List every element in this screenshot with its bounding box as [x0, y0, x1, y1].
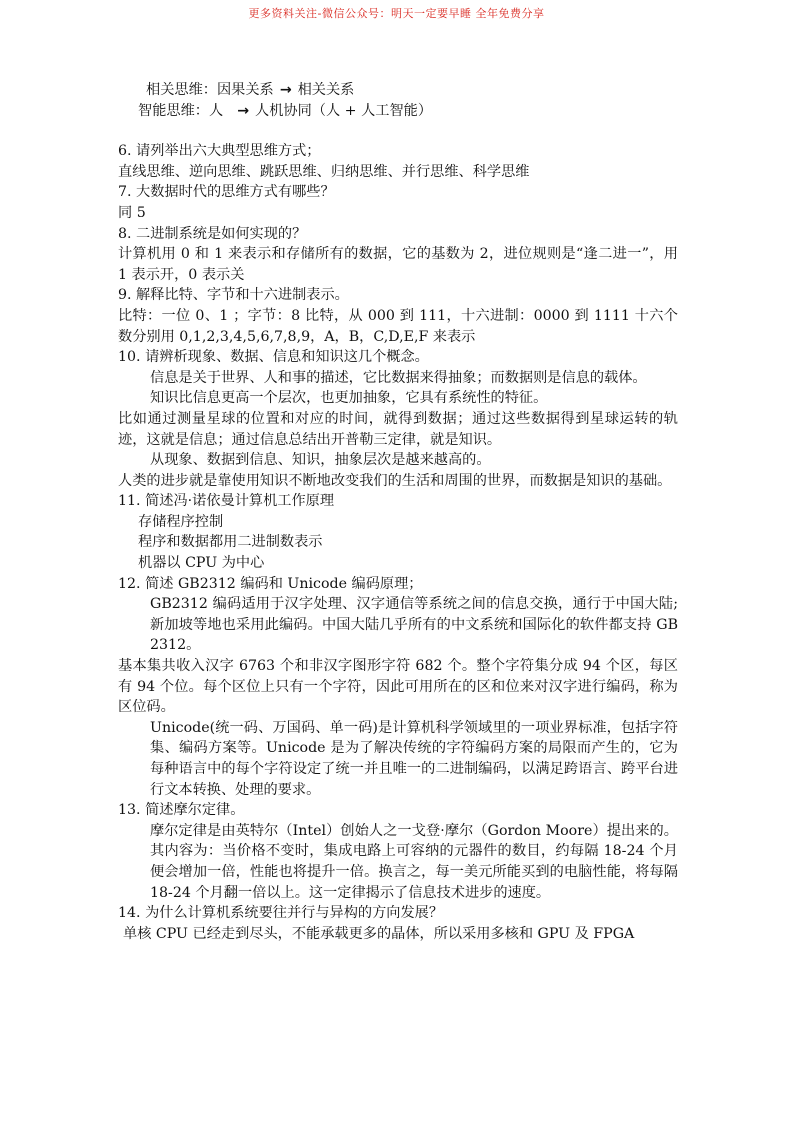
document-body	[118, 80, 678, 944]
answer-11-item-2: 程序和数据都用二进制数表示	[138, 534, 323, 551]
arrow-icon: →	[279, 82, 292, 98]
answer-12-para-2: 基本集共收入汉字 6763 个和非汉字图形字符 682 个。整个字符集分成 94 个区，每区有 94 个位。每个区位上只有一个字符，因此可用所在的区和位来对汉字进行编码，称为区位码。	[118, 658, 678, 716]
answer-10-para-2: 知识比信息更高一个层次，也更加抽象，它具有系统性的特征。	[150, 390, 548, 407]
answer-12-para-3: Unicode(统一码、万国码、单一码)是计算机科学领域里的一项业界标准，包括字符集、编码方案等。Unicode 是为了解决传统的字符编码方案的局限而产生的，它为每种语言中的每个字符设定了统一并且唯一的二进制编码，以满足跨语言、跨平台进行文本转换、处理的要求。	[150, 719, 678, 798]
answer-10-para-1: 信息是关于世界、人和事的描述，它比数据来得抽象；而数据则是信息的载体。	[150, 369, 647, 386]
answer-7: 同 5	[118, 204, 146, 221]
question-9: 9. 解释比特、字节和十六进制表示。	[118, 287, 349, 304]
question-7: 7. 大数据时代的思维方式有哪些？	[118, 184, 335, 201]
answer-11-item-1: 存储程序控制	[138, 513, 224, 530]
answer-10-para-4: 从现象、数据到信息、知识，抽象层次是越来越高的。	[150, 452, 491, 469]
answer-12-para-1: GB2312 编码适用于汉字处理、汉字通信等系统之间的信息交换，通行于中国大陆;新加坡等地也采用此编码。中国大陆几乎所有的中文系统和国际化的软件都支持 GB 2312。	[150, 596, 678, 654]
question-12: 12. 简述 GB2312 编码和 Unicode 编码原理；	[118, 575, 423, 592]
line-intelligent-thinking: 智能思维：人 → 人机协同（人 + 人工智能）	[118, 101, 678, 122]
arrow-icon: →	[237, 102, 250, 119]
answer-10-para-3: 比如通过测量星球的位置和对应的时间，就得到数据；通过这些数据得到星球运转的轨迹，这就是信息；通过信息总结出开普勒三定律，就是知识。	[118, 410, 678, 448]
page-header-banner: 更多资料关注-微信公众号：明天一定要早睡 全年免费分享	[248, 7, 545, 20]
answer-6: 直线思维、逆向思维、跳跃思维、归纳思维、并行思维、科学思维	[118, 163, 530, 180]
answer-13: 摩尔定律是由英特尔（Intel）创始人之一戈登·摩尔（Gordon Moore）提出来的。其内容为：当价格不变时，集成电路上可容纳的元器件的数目，约每隔 18-24 个月便会增加一倍，性能也将提升一倍。换言之，每一美元所能买到的电脑性能，将每隔 18-24 个月翻一倍以上。这一定律揭示了信息技术进步的速度。	[150, 822, 678, 901]
question-10: 10. 请辨析现象、数据、信息和知识这几个概念。	[118, 349, 429, 366]
question-8: 8. 二进制系统是如何实现的？	[118, 225, 307, 242]
answer-14: 单核 CPU 已经走到尽头，不能承载更多的晶体，所以采用多核和 GPU 及 FPGA	[123, 925, 635, 942]
question-13: 13. 简述摩尔定律。	[118, 802, 245, 819]
line-correlation-thinking: 相关思维：因果关系 → 相关关系	[118, 80, 678, 101]
answer-9: 比特：一位 0、1 ；字节：8 比特，从 000 到 111，十六进制：0000 到 1111 十六个数分别用 0,1,2,3,4,5,6,7,8,9，A，B，C,D,E,F 来表示	[118, 307, 678, 345]
question-14: 14. 为什么计算机系统要往并行与异构的方向发展？	[118, 905, 444, 922]
answer-11-item-3: 机器以 CPU 为中心	[138, 555, 265, 572]
answer-8: 计算机用 0 和 1 来表示和存储所有的数据，它的基数为 2，进位规则是“逢二进一”，用 1 表示开，0 表示关	[118, 246, 678, 283]
question-11: 11. 简述冯·诺依曼计算机工作原理	[118, 493, 335, 510]
question-6: 6. 请列举出六大典型思维方式；	[118, 143, 321, 160]
answer-10-para-5: 人类的进步就是靠使用知识不断地改变我们的生活和周围的世界，而数据是知识的基础。	[118, 472, 672, 489]
